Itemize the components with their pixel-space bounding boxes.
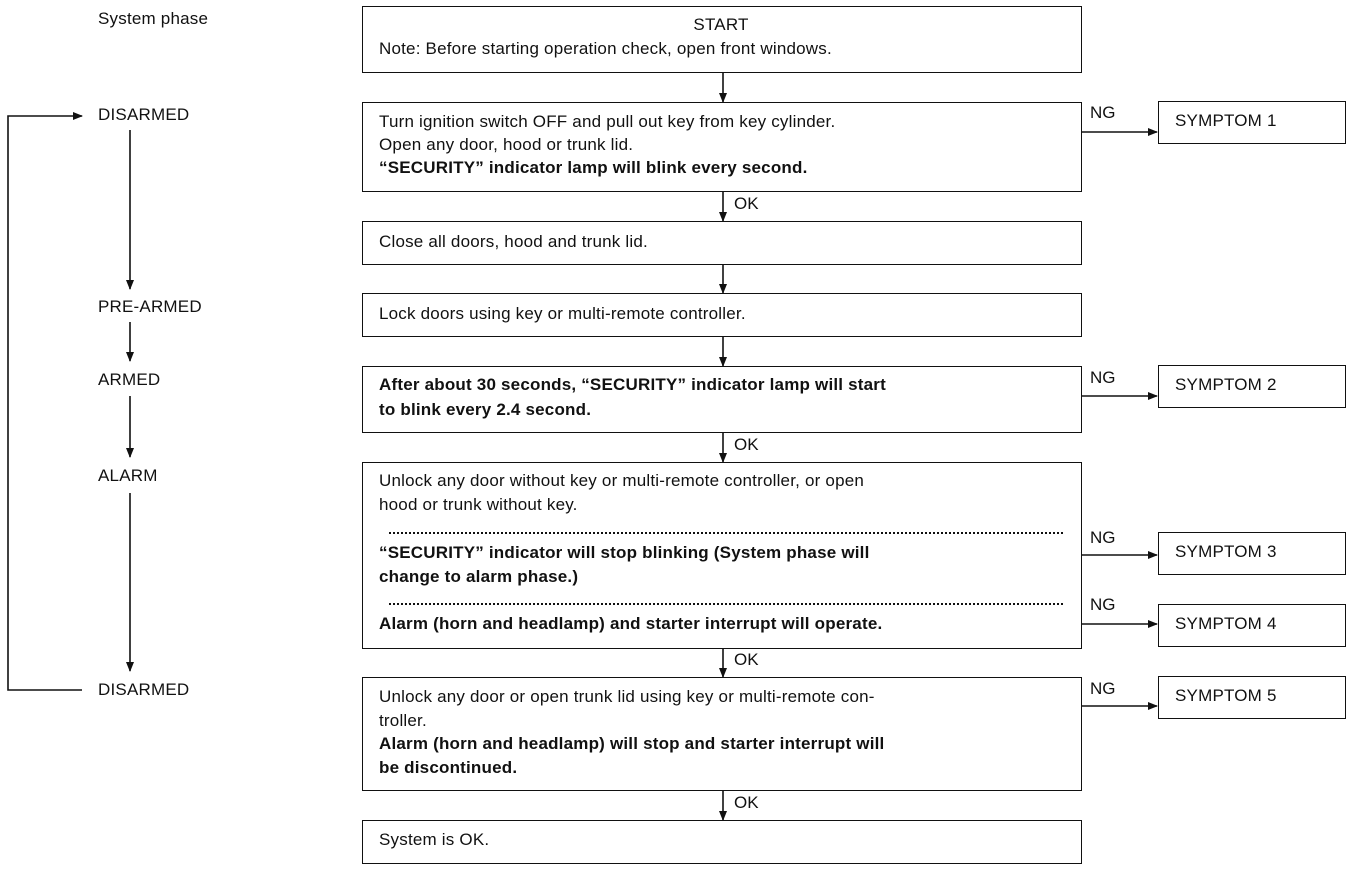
symptom-5-label: SYMPTOM 5: [1175, 686, 1277, 705]
symptom-2-label: SYMPTOM 2: [1175, 375, 1277, 394]
step-4-line-2: to blink every 2.4 second.: [379, 400, 592, 419]
step-1-line-1: Turn ignition switch OFF and pull out key from key cylinder.: [379, 112, 836, 131]
step-4-box: [362, 366, 1082, 433]
ok-label-1: OK: [734, 194, 759, 213]
step-7-box: [362, 820, 1082, 864]
ng-label-4: NG: [1090, 595, 1116, 614]
symptom-4-label: SYMPTOM 4: [1175, 614, 1277, 633]
phase-armed: ARMED: [98, 370, 161, 389]
step-5-box: [362, 462, 1082, 649]
ok-label-2: OK: [734, 435, 759, 454]
step-3-text: Lock doors using key or multi-remote controller.: [379, 304, 746, 323]
ng-label-2: NG: [1090, 368, 1116, 387]
phase-alarm: ALARM: [98, 466, 158, 485]
phase-disarmed-top: DISARMED: [98, 105, 190, 124]
phase-disarmed-bottom: DISARMED: [98, 680, 190, 699]
step-2-box: [362, 221, 1082, 265]
step-5-divider-2: [389, 603, 1063, 605]
system-phase-header: System phase: [98, 9, 209, 28]
step-5-line-3: “SECURITY” indicator will stop blinking (System phase will: [379, 543, 870, 562]
start-note: Note: Before starting operation check, open front windows.: [379, 39, 832, 58]
step-5-line-1: Unlock any door without key or multi-remote controller, or open: [379, 471, 865, 490]
step-3-box: [362, 293, 1082, 337]
start-title: START: [693, 15, 749, 34]
step-6-line-4: be discontinued.: [379, 758, 518, 777]
ng-label-1: NG: [1090, 103, 1116, 122]
step-5-divider-1: [389, 532, 1063, 534]
step-7-text: System is OK.: [379, 830, 490, 849]
symptom-1-box: [1158, 101, 1346, 144]
step-5-line-2: hood or trunk without key.: [379, 495, 578, 514]
step-6-line-2: troller.: [379, 711, 427, 730]
symptom-5-box: [1158, 676, 1346, 719]
ng-label-3: NG: [1090, 528, 1116, 547]
step-2-text: Close all doors, hood and trunk lid.: [379, 232, 648, 251]
step-4-line-1: After about 30 seconds, “SECURITY” indicator lamp will start: [379, 375, 886, 394]
symptom-1-label: SYMPTOM 1: [1175, 111, 1277, 130]
step-6-box: [362, 677, 1082, 791]
step-6-line-1: Unlock any door or open trunk lid using key or multi-remote con-: [379, 687, 875, 706]
step-5-line-5: Alarm (horn and headlamp) and starter interrupt will operate.: [379, 614, 883, 633]
ok-label-4: OK: [734, 793, 759, 812]
ng-label-5: NG: [1090, 679, 1116, 698]
step-1-line-3: “SECURITY” indicator lamp will blink every second.: [379, 158, 808, 177]
symptom-3-box: [1158, 532, 1346, 575]
step-6-line-3: Alarm (horn and headlamp) will stop and starter interrupt will: [379, 734, 885, 753]
symptom-3-label: SYMPTOM 3: [1175, 542, 1277, 561]
start-box: [362, 6, 1082, 73]
symptom-4-box: [1158, 604, 1346, 647]
loop-back-line: [8, 116, 82, 690]
phase-pre-armed: PRE-ARMED: [98, 297, 202, 316]
step-1-line-2: Open any door, hood or trunk lid.: [379, 135, 634, 154]
step-1-box: [362, 102, 1082, 192]
step-5-line-4: change to alarm phase.): [379, 567, 579, 586]
ok-label-3: OK: [734, 650, 759, 669]
symptom-2-box: [1158, 365, 1346, 408]
